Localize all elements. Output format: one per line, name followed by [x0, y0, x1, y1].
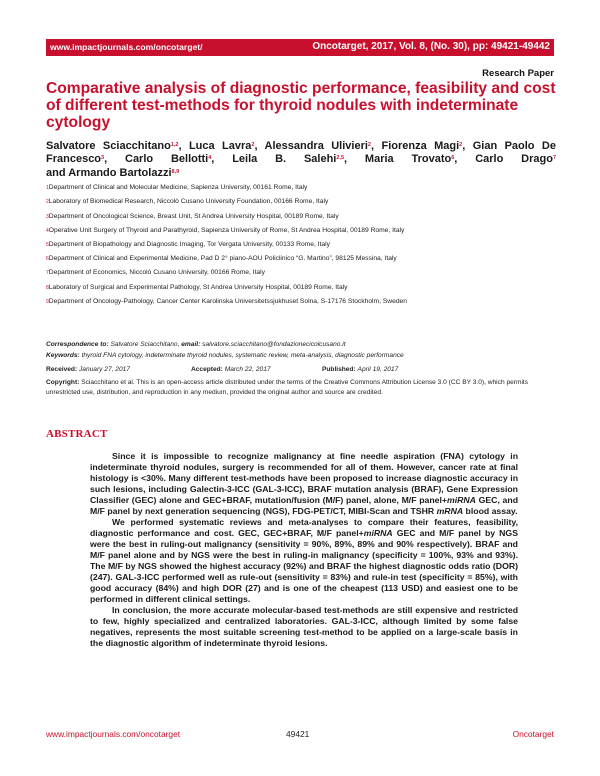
author: Fiorenza Magi$^2$,: [381, 140, 466, 152]
footer-url[interactable]: www.impactjournals.com/oncotarget: [46, 729, 181, 739]
citation-line: Oncotarget, 2017, Vol. 8, (No. 30), pp: 49421-49442: [312, 41, 550, 52]
email-link[interactable]: salvatore.sciacchitano@fondazionecicolcusano.it: [202, 341, 346, 348]
author: Salvatore Sciacchitano$^{1,2}$,: [46, 140, 182, 152]
author: Maria Trovato$^6$,: [364, 153, 458, 166]
footer-journal: Oncotarget: [512, 729, 554, 739]
abstract-paragraph: In conclusion, the more accurate molecular-based test-methods are still expensive and restricted to few, highly specialized and centralized laboratories. GAL-3-ICC, although limited by some false negatives, represents the most suitable screening test-method to be applied on a large-scale basis in the diagnostic algorithm of indeterminate thyroid lesions.: [90, 605, 518, 648]
journal-header-bar: [46, 39, 554, 56]
affiliation: $^6$Department of Clinical and Experimental Medicine, Pad D 2° piano-AOU Policlinico “G. Martino”, 98125 Messina, Italy: [46, 255, 397, 262]
published-date: Published: April 19, 2017: [322, 366, 399, 373]
affiliation: $^9$Department of Oncology-Pathology, Cancer Center Karolinska Universitetssjukhuset Solna, S-17176 Stockholm, Sweden: [46, 298, 407, 305]
affiliation: $^5$Department of Biopathology and Diagnostic Imaging, Tor Vergata University, 00133 Rome, Italy: [46, 241, 330, 248]
journal-url[interactable]: www.impactjournals.com/oncotarget/: [50, 42, 203, 52]
accepted-date: Accepted: March 22, 2017: [191, 366, 271, 373]
affiliation: $^4$Operative Unit Surgery of Thyroid and Parathyroid, Sapienza University of Rome, St Andrea Hospital, 00189 Rome, Italy: [46, 227, 405, 234]
copyright-notice: Copyright: Sciacchitano et al. This is an open-access article distributed under the terms of the Creative Commons Attribution License 3.0 (CC BY 3.0), which permits unrestricted use, distribution, and reproduction in any medium, provided the original author and source are credited.: [46, 379, 529, 396]
author: Carlo Drago$^7$: [475, 153, 556, 166]
keywords: Keywords: thyroid FNA cytology, indeterminate thyroid nodules, systematic review, meta-analysis, diagnostic performance: [46, 352, 404, 359]
affiliation: $^7$Department of Economics, Niccolò Cusano University, 00166 Rome, Italy: [46, 269, 265, 276]
article-type: Research Paper: [482, 68, 554, 79]
author: Luca Lavra$^2$,: [188, 140, 258, 152]
abstract-heading: ABSTRACT: [46, 428, 108, 440]
affiliation: $^2$Laboratory of Biomedical Research, Niccolò Cusano University Foundation, 00166 Rome, Italy: [46, 198, 329, 205]
received-date: Received: January 27, 2017: [46, 366, 130, 373]
author: and Armando Bartolazzi$^{8,9}$: [46, 166, 180, 179]
abstract-paragraph: We performed systematic reviews and meta-analyses to compare their features, feasibility, diagnostic performance and cost. GEC, GEC+BRAF, M/F panel+miRNA GEC and M/F panel by NGS were the best in ruling-out malignancy (sensitivity = 90%, 89%, 89% and 90% respectively). BRAF and M/F panel alone and by NGS were the best in ruling-in malignancy (specificity = 100%, 93% and 93%). The M/F by NGS showed the highest accuracy (92%) and BRAF the highest diagnostic odds ratio (DOR) (247). GAL-3-ICC performed well as rule-out (sensitivity = 83%) and rule-in test (specificity = 85%), with good accuracy (84%) and high DOR (27) and is one of the cheapest (113 USD) and easiest one to be performed in different clinical settings.: [90, 517, 518, 604]
abstract-paragraph: Since it is impossible to recognize malignancy at fine needle aspiration (FNA) cytology in indeterminate thyroid nodules, surgery is recommended for all of them. However, cancer rate at final histology is <30%. Many different test-methods have been proposed to increase diagnostic accuracy in such lesions, including Galectin-3-ICC (GAL-3-ICC), BRAF mutation analysis (BRAF), Gene Expression Classifier (GEC) alone and GEC+BRAF, mutation/fusion (M/F) panel, alone, M/F panel+miRNA GEC, and M/F panel by next generation sequencing (NGS), FDG-PET/CT, MIBI-Scan and TSHR mRNA blood assay.: [90, 451, 519, 516]
author: Alessandra Ulivieri$^2$,: [264, 140, 375, 152]
abstract-body: [90, 451, 518, 649]
author: Leila B. Salehi$^{2,5}$,: [232, 153, 348, 166]
author-list: [46, 140, 556, 180]
paper-title: Comparative analysis of diagnostic performance, feasibility and cost of different test-methods for thyroid nodules with indeterminate cytology: [46, 80, 556, 131]
affiliation: $^3$Department of Oncological Science, Breast Unit, St Andrea University Hospital, 00189 Rome, Italy: [46, 213, 339, 220]
author: Carlo Bellotti$^4$,: [125, 153, 215, 166]
author: Gian Paolo De Francesco$^3$,: [46, 140, 556, 166]
affiliation: $^8$Laboratory of Surgical and Experimental Pathology, St Andrea University Hospital, 00189 Rome, Italy: [46, 284, 348, 291]
page-number: 49421: [286, 729, 310, 739]
affiliation: $^1$Department of Clinical and Molecular Medicine, Sapienza University, 00161 Rome, Italy: [46, 184, 308, 191]
correspondence: Correspondence to: Salvatore Sciacchitano, email: salvatore.sciacchitano@fondazionecicolcusano.it: [46, 341, 346, 348]
